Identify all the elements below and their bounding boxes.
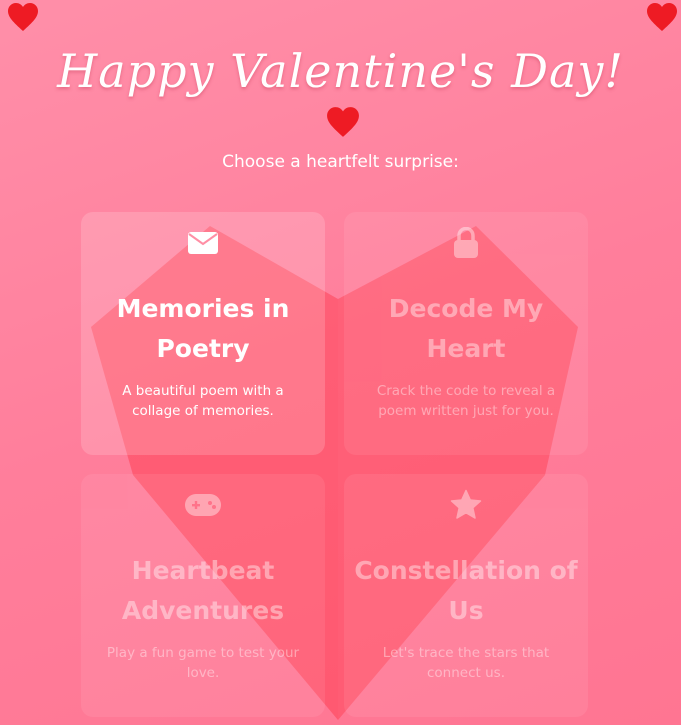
star-icon xyxy=(446,488,486,522)
card-decode-my-heart[interactable] xyxy=(344,212,588,455)
card-title: Heartbeat Adventures xyxy=(121,556,285,625)
card-memories-in-poetry[interactable] xyxy=(81,212,325,455)
envelope-icon xyxy=(183,226,223,260)
card-description: Crack the code to reveal a poem written just for you. xyxy=(376,383,556,419)
card-description: Let's trace the stars that connect us. xyxy=(382,645,550,681)
gamepad-icon xyxy=(183,488,223,522)
heart-icon xyxy=(646,2,678,32)
card-constellation-of-us[interactable] xyxy=(344,474,588,717)
card-description: A beautiful poem with a collage of memories. xyxy=(122,383,284,419)
page-title: Happy Valentine's Day! xyxy=(57,44,624,98)
heart-icon xyxy=(7,2,39,32)
card-title: Memories in Poetry xyxy=(116,294,290,363)
page-subtitle: Choose a heartfelt surprise: xyxy=(222,152,459,172)
card-title: Decode My Heart xyxy=(388,294,544,363)
card-heartbeat-adventures[interactable] xyxy=(81,474,325,717)
heart-icon xyxy=(326,106,360,138)
card-description: Play a fun game to test your love. xyxy=(106,645,300,681)
lock-icon xyxy=(446,226,486,260)
card-title: Constellation of Us xyxy=(354,556,578,625)
